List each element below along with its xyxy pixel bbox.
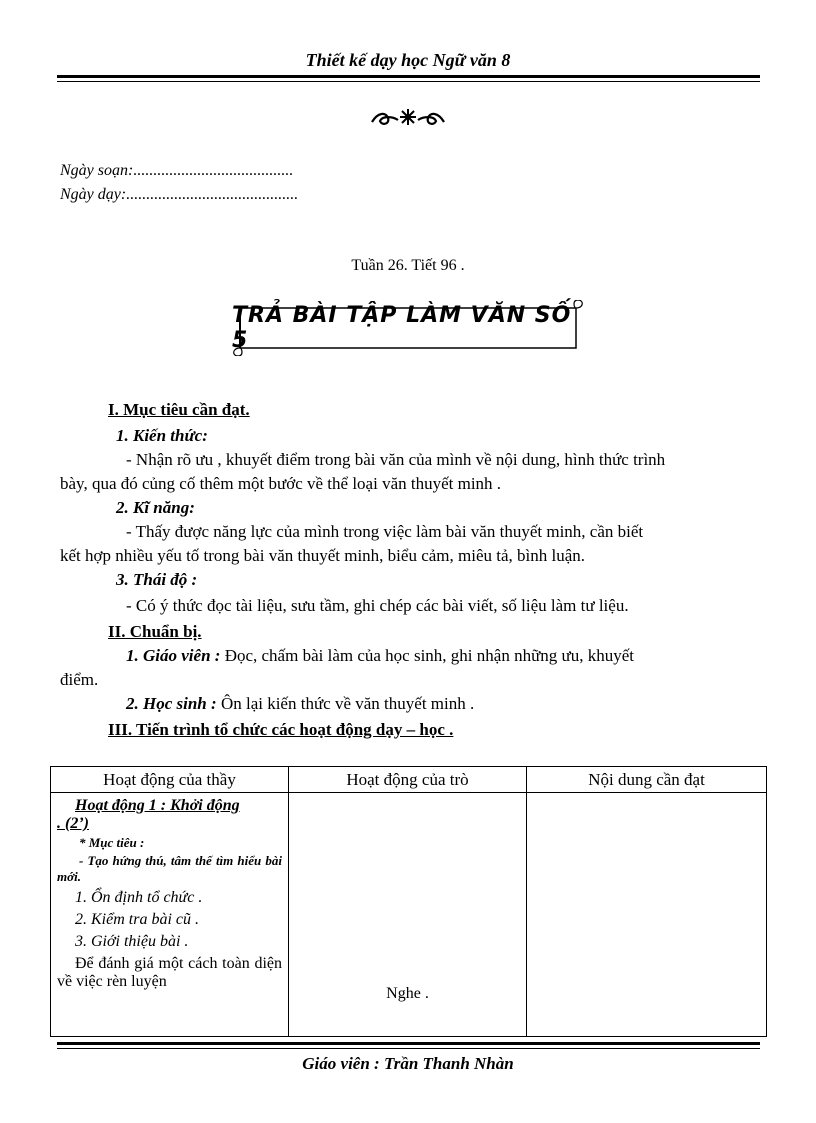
header-title: Thiết kế dạy học Ngữ văn 8 [305, 50, 511, 70]
week-lesson: Tuần 26. Tiết 96 . [351, 257, 465, 274]
objective-text: - Tạo hứng thú, tâm thế tìm hiểu bài mới. [57, 853, 282, 884]
section-2-title: II. Chuẩn bị. [108, 622, 202, 641]
footer-rule-thin [57, 1048, 760, 1049]
hs-label: 2. Học sinh : [126, 694, 217, 713]
section-3-title: III. Tiến trình tổ chức các hoạt động dạy – học . [108, 720, 454, 739]
content-cell [527, 793, 767, 1037]
step-2: 2. Kiểm tra bài cũ . [75, 911, 199, 928]
section-1-k1: 1. Kiến thức: [116, 426, 208, 445]
teacher-activity-cell [51, 793, 289, 1037]
table-header-teacher: Hoạt động của thầy [51, 767, 289, 793]
intro-text: Để đánh giá một cách toàn diện về việc rèn luyện [57, 955, 282, 990]
table-header-row [51, 767, 767, 793]
student-activity-cell [289, 793, 527, 1037]
table-row [51, 793, 767, 1037]
section-1-k2-line2: kết hợp nhiều yếu tố trong bài văn thuyết minh, biểu cảm, miêu tả, bình luận. [60, 546, 586, 565]
section-1-k2: 2. Kĩ năng: [116, 498, 195, 517]
section-2-hs [126, 694, 474, 714]
student-listen: Nghe . [386, 985, 429, 1002]
table-header-content: Nội dung cần đạt [527, 767, 767, 793]
header-rule-thin [57, 81, 760, 82]
step-3: 3. Giới thiệu bài . [75, 933, 189, 950]
activity-1-title: Hoạt động 1 : Khởi động [75, 797, 240, 814]
gv-label: 1. Giáo viên : [126, 646, 221, 665]
ornament-icon [0, 104, 816, 137]
table-header-student: Hoạt động của trò [289, 767, 527, 793]
lesson-title: TRẢ BÀI TẬP LÀM VĂN SỐ 5 [232, 303, 572, 353]
date-day: Ngày dạy:........................................... [60, 186, 299, 203]
header-rule-thick [57, 75, 760, 78]
section-1-k1-line1: - Nhận rõ ưu , khuyết điểm trong bài văn của mình về nội dung, hình thức trình [126, 450, 666, 469]
section-1-k3-line1: - Có ý thức đọc tài liệu, sưu tầm, ghi chép các bài viết, số liệu làm tư liệu. [126, 596, 629, 615]
footer-teacher: Giáo viên : Trần Thanh Nhàn [302, 1054, 514, 1073]
section-1-title: I. Mục tiêu cần đạt. [108, 400, 250, 419]
activity-table [50, 766, 767, 1037]
section-2-gv [126, 646, 634, 666]
hs-text: Ôn lại kiến thức về văn thuyết minh . [220, 694, 475, 713]
objective-label: * Mục tiêu : [79, 835, 145, 850]
section-1-k2-line1: - Thấy được năng lực của mình trong việc làm bài văn thuyết minh, cần biết [126, 522, 644, 541]
section-1-k1-line2: bày, qua đó củng cố thêm một bước về thể loại văn thuyết minh . [60, 474, 502, 493]
section-2-gv-line2: điểm. [60, 670, 99, 689]
date-soan: Ngày soạn:........................................ [60, 162, 294, 179]
activity-1-time: . (2’) [57, 815, 89, 832]
gv-text: Đọc, chấm bài làm của học sinh, ghi nhận những ưu, khuyết [224, 646, 635, 665]
section-1-k3: 3. Thái độ : [116, 570, 198, 589]
step-1: 1. Ổn định tổ chức . [75, 889, 203, 906]
footer-rule-thick [57, 1042, 760, 1045]
